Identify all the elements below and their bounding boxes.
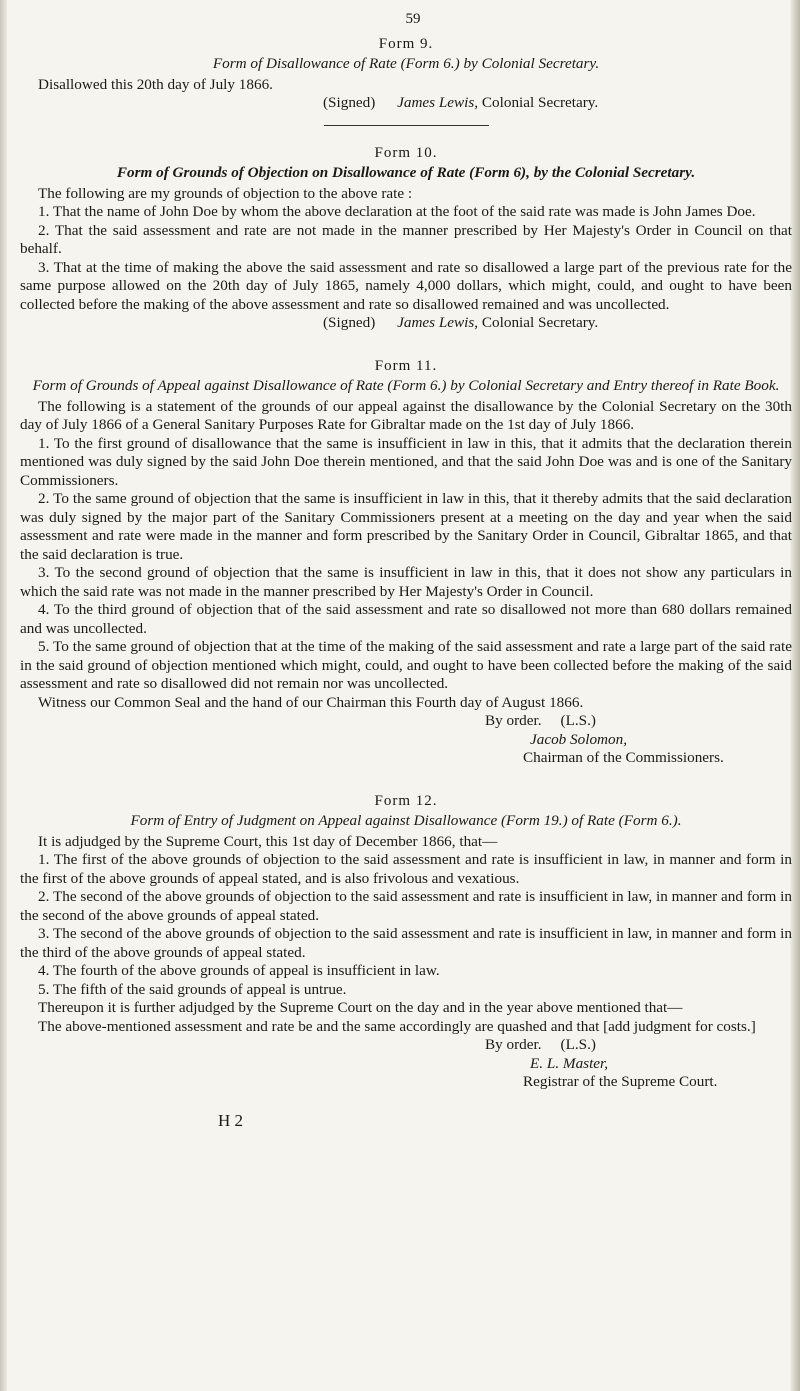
form-12-section: [20, 792, 792, 1092]
form-11-section: [20, 357, 792, 768]
by-order-label: By order.: [485, 712, 542, 729]
signed-label: (Signed): [323, 94, 376, 111]
form-12-intro: It is adjudged by the Supreme Court, this 1st day of December 1866, that—: [38, 832, 498, 850]
form-12-item-4: 4. The fourth of the above grounds of appeal is insufficient in law.: [38, 962, 440, 979]
form-10-item-2: 2. That the said assessment and rate are not made in the manner prescribed by Her Majesty's Order in Council on that behalf.: [20, 221, 792, 257]
page-edge-left: [0, 0, 7, 1391]
signer-name: James Lewis,: [397, 94, 479, 111]
form-10-signature: [20, 314, 792, 333]
form-11-by-order: [20, 712, 792, 731]
form-9-title: Form 9.: [378, 35, 434, 52]
form-12-by-order: [20, 1036, 792, 1055]
page-number: 59: [405, 11, 421, 27]
seal-label: (L.S.): [560, 712, 596, 729]
form-11-subtitle: Form of Grounds of Appeal against Disallowance of Rate (Form 6.) by Colonial Secretary and Entry thereof in Rate Book.: [32, 377, 780, 394]
form-10-section: [20, 144, 792, 333]
section-divider: [324, 125, 489, 126]
form-11-item-5: 5. To the same ground of objection that at the time of the making of the said assessment and rate a large part of the said rate in the said ground of objection mentioned which might, could, and ought to have been collected before the making of the said assessment and rate so disallowed did not remain nor was uncollected.: [20, 638, 792, 692]
form-10-intro: The following are my grounds of objection to the above rate :: [38, 184, 413, 202]
form-12-item-3: 3. The second of the above grounds of objection to the said assessment and rate is insufficient in law, in manner and form in the third of the above grounds of appeal stated.: [20, 925, 792, 961]
form-12-signer-role: Registrar of the Supreme Court.: [523, 1073, 718, 1090]
form-10-item-3: 3. That at the time of making the above the said assessment and rate so disallowed a large part of the previous rate for the same purpose allowed on the 20th day of July 1865, namely 4,000 dollars, which might, could, and ought to have been collected before the making of the above assessment and rate so disallowed remained and was uncollected.: [20, 258, 792, 313]
by-order-label: By order.: [485, 1036, 542, 1053]
signature-mark: H 2: [218, 1110, 244, 1130]
form-12-subtitle: Form of Entry of Judgment on Appeal against Disallowance (Form 19.) of Rate (Form 6.).: [130, 812, 682, 829]
form-11-witness: Witness our Common Seal and the hand of our Chairman this Fourth day of August 1866.: [38, 693, 584, 711]
form-9-body: Disallowed this 20th day of July 1866.: [38, 75, 273, 93]
form-11-signer: Jacob Solomon,: [530, 730, 628, 748]
form-9-signature: [20, 94, 792, 113]
form-11-signer-role: Chairman of the Commissioners.: [523, 749, 724, 766]
form-12-thereupon: Thereupon it is further adjudged by the Supreme Court on the day and in the year above mentioned that—: [38, 999, 683, 1016]
seal-label: (L.S.): [560, 1036, 596, 1053]
form-12-signer: E. L. Master,: [530, 1054, 609, 1072]
form-9-section: [20, 35, 792, 113]
signer-name: James Lewis,: [397, 314, 479, 331]
form-12-title: Form 12.: [374, 792, 438, 809]
form-11-item-2: 2. To the same ground of objection that the same is insufficient in law in this, that it thereby admits that the said declaration was duly signed by the major part of the Sanitary Commissioners present at a meeting on the day and year when the said assessment and rate were made in the manner and form prescribed by the Sanitary Order in Council, Gibraltar 1865, and that the said declaration is true.: [20, 490, 792, 563]
form-10-subtitle: Form of Grounds of Objection on Disallowance of Rate (Form 6), by the Colonial Secretary.: [116, 164, 696, 181]
form-11-title: Form 11.: [374, 357, 438, 374]
form-12-item-1: 1. The first of the above grounds of objection to the said assessment and rate is insufficient in law, in manner and form in the first of the above grounds of appeal stated, and is also frivolous and vexatious.: [20, 851, 792, 887]
form-11-item-4: 4. To the third ground of objection that of the said assessment and rate so disallowed not more than 680 dollars remained and was uncollected.: [20, 601, 792, 637]
signer-role: Colonial Secretary.: [481, 94, 599, 111]
signer-role: Colonial Secretary.: [481, 314, 599, 331]
form-11-intro: The following is a statement of the grounds of our appeal against the disallowance by the Colonial Secretary on the 30th day of July 1866 of a General Sanitary Purposes Rate for Gibraltar made on the 1st day of July 1866.: [20, 397, 792, 433]
form-12-item-5: 5. The fifth of the said grounds of appeal is untrue.: [38, 980, 347, 998]
form-11-item-3: 3. To the second ground of objection that the same is insufficient in law in this, that it does not show any particulars in which the said rate was not made in the manner prescribed by Her Majesty's Order in Council.: [20, 564, 792, 600]
form-10-item-1: 1. That the name of John Doe by whom the above declaration at the foot of the said rate was made is John James Doe.: [38, 203, 756, 220]
page-content: [20, 10, 792, 1130]
form-9-subtitle: Form of Disallowance of Rate (Form 6.) by Colonial Secretary.: [212, 55, 600, 72]
form-11-item-1: 1. To the first ground of disallowance that the same is insufficient in law in this, that it admits that the declaration therein mentioned was duly signed by the said John Doe therein mentioned, and that the said John Doe was and is one of the Sanitary Commissioners.: [20, 434, 792, 489]
form-12-quashed: The above-mentioned assessment and rate be and the same accordingly are quashed and that [add judgment for costs.]: [38, 1017, 756, 1035]
form-12-item-2: 2. The second of the above grounds of objection to the said assessment and rate is insufficient in law, in manner and form in the second of the above grounds of appeal stated.: [20, 888, 792, 924]
signed-label: (Signed): [323, 314, 376, 331]
form-10-title: Form 10.: [374, 144, 438, 161]
